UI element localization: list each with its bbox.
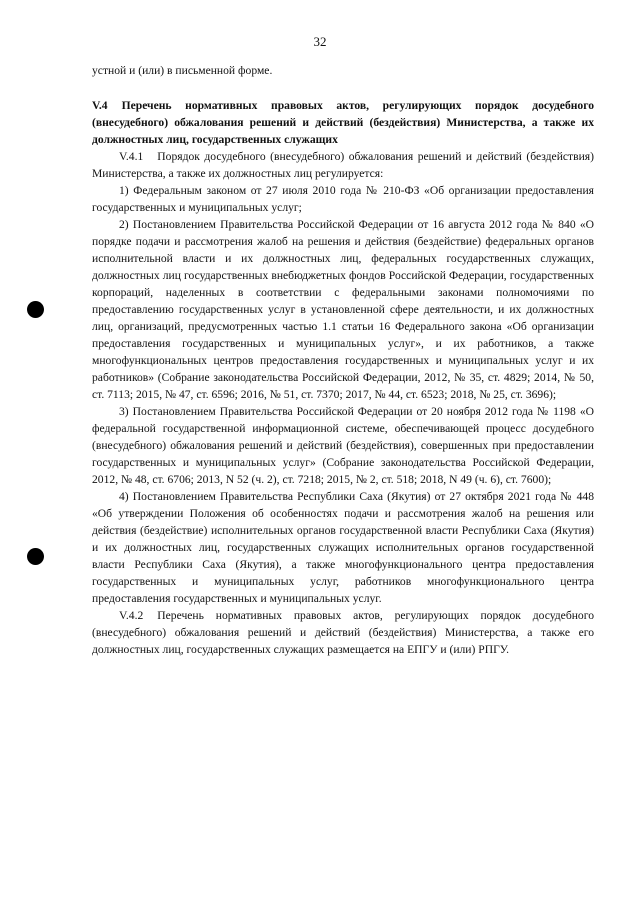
paragraph-v42-number: V.4.2 [119, 609, 144, 622]
list-item-3: 3) Постановлением Правительства Российской Федерации от 20 ноября 2012 года № 1198 «О федеральной государственной информационной системе, обеспечивающей процесс досудебного (внесудебного) обжалования решений и действий (бездействия), совершенных при предоставлении государственных и муниципальных услуг» (Собрание законодательства Российской Федерации, 2012, № 48, ст. 6706; 2013, N 52 (ч. 2), ст. 7218; 2015, № 2, ст. 518; 2018, N 49 (ч. 6), ст. 7600); [92, 405, 594, 486]
list-item-4: 4) Постановлением Правительства Республики Саха (Якутия) от 27 октября 2021 года № 448 «Об утверждении Положения об особенностях подачи и рассмотрения жалоб на решения или действия (бездействие) исполнительных органов государственной власти Республики Саха (Якутия) и их должностных лиц, государственных служащих исполнительных органов государственной власти Республики Саха (Якутия), а также многофункционального центра предоставления государственных и муниципальных услуг, работников многофункционального центра предоставления государственных и муниципальных услуг. [92, 490, 594, 605]
section-heading [92, 97, 594, 148]
section-title: Перечень нормативных правовых актов, регулирующих порядок досудебного (внесудебного) обжалования решений и действий (бездействия) Министерства, а также их должностных лиц, государственных служащих [92, 99, 594, 146]
paragraph-v41 [92, 148, 594, 182]
page-number: 32 [313, 34, 327, 49]
paragraph-v42-text: Перечень нормативных правовых актов, регулирующих порядок досудебного (внесудебного) обжалования решений и действий (бездействия) Министерства, а также его должностных лиц, государственных служащих размещается на ЕПГУ и (или) РПГУ. [92, 609, 594, 656]
punch-hole-bottom [27, 548, 44, 565]
section-number: V.4 [92, 99, 108, 112]
paragraph-v41-number: V.4.1 [119, 150, 144, 163]
paragraph-v41-text: Порядок досудебного (внесудебного) обжалования решений и действий (бездействия) Министерства, а также их должностных лиц регулируется: [92, 150, 594, 180]
document-body [92, 62, 594, 658]
paragraph-v42 [92, 607, 594, 658]
punch-hole-top [27, 301, 44, 318]
list-item-2: 2) Постановлением Правительства Российской Федерации от 16 августа 2012 года № 840 «О порядке подачи и рассмотрения жалоб на решения и действия (бездействие) федеральных органов исполнительной власти и их должностных лиц, федеральных государственных служащих, должностных лиц государственных внебюджетных фондов Российской Федерации, государственных корпораций, наделенных в соответствии с федеральными законами полномочиями по предоставлению государственных услуг в установленной сфере деятельности, и их должностных лиц, организаций, предусмотренных частью 1.1 статьи 16 Федерального закона «Об организации предоставления государственных и муниципальных услуг», и их работников, а также многофункциональных центров предоставления государственных и муниципальных услуг и их работников» (Собрание законодательства Российской Федерации, 2012, № 35, ст. 4829; 2014, № 50, ст. 7113; 2015, № 47, ст. 6596; 2016, № 51, ст. 7370; 2017, № 44, ст. 6523; 2018, № 25, ст. 3696); [92, 218, 594, 401]
intro-fragment: устной и (или) в письменной форме. [92, 64, 273, 77]
list-item-1: 1) Федеральным законом от 27 июля 2010 года № 210-ФЗ «Об организации предоставления государственных и муниципальных услуг; [92, 184, 594, 214]
